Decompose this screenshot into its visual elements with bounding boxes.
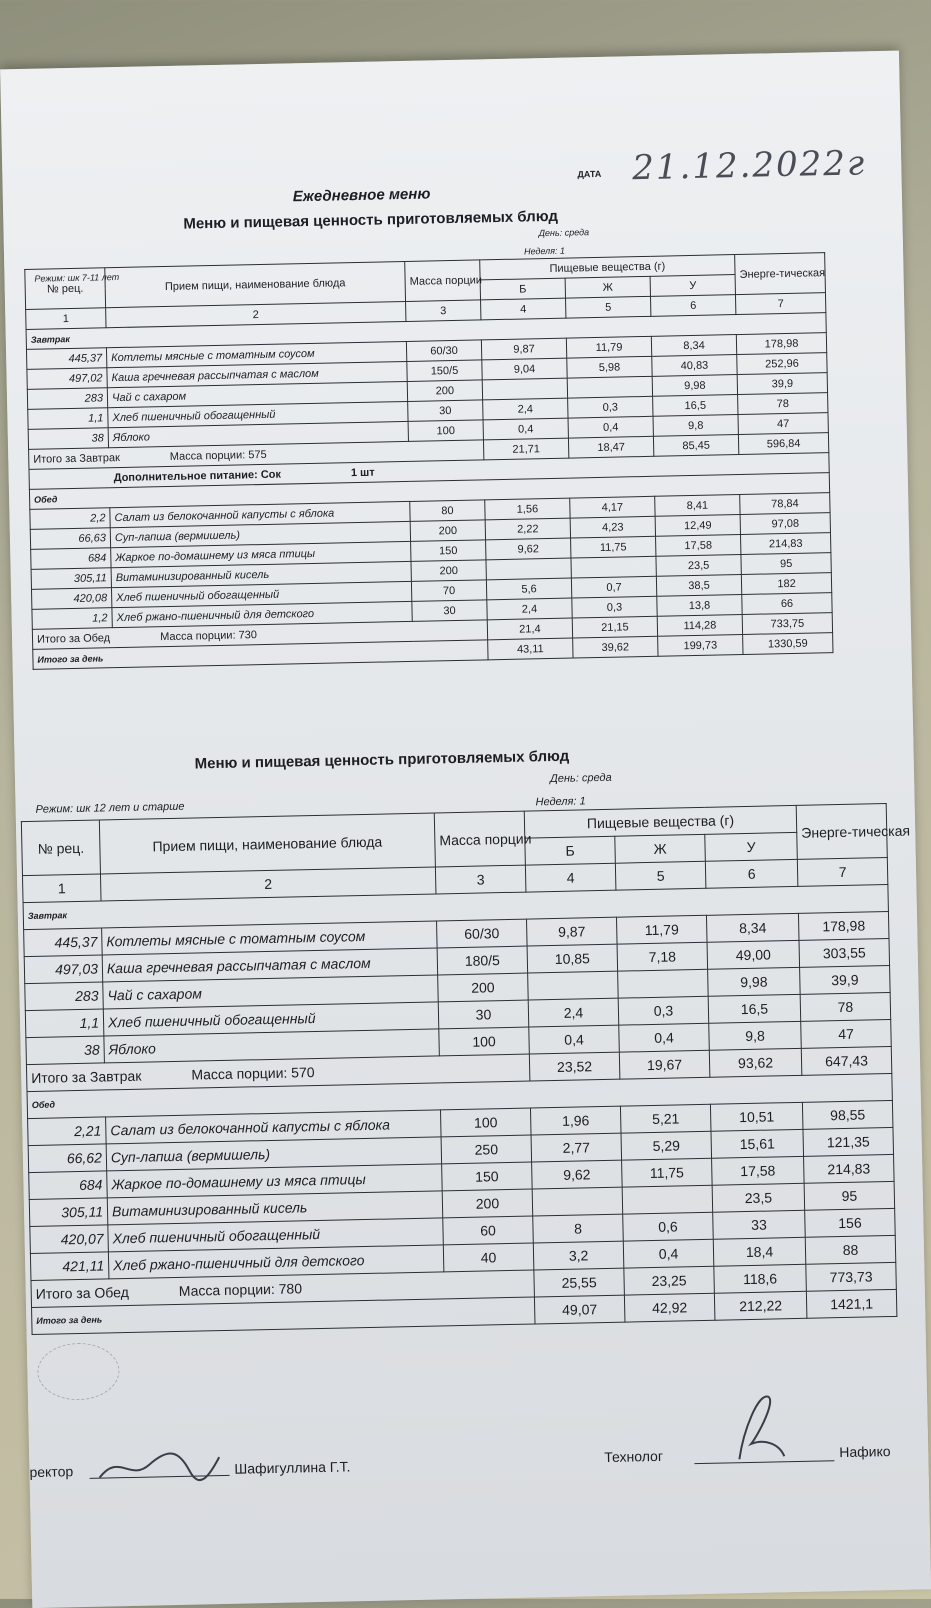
protein-value: 1,96 <box>530 1106 621 1135</box>
column-index: 4 <box>525 863 616 892</box>
section1-title: Меню и пищевая ценность приготовляемых блюд <box>183 207 559 233</box>
energy-value: 214,83 <box>741 533 831 555</box>
day-total-label: Итого за день <box>33 640 488 670</box>
column-index: 2 <box>100 867 435 901</box>
portion-mass: 80 <box>410 500 485 522</box>
fat-value: 0,7 <box>571 576 656 598</box>
dish-name: Каша гречневая рассыпчатая с маслом <box>107 361 407 387</box>
day-total-protein: 43,11 <box>488 638 573 660</box>
director-name: Шафигуллина Г.Т. <box>234 1458 351 1477</box>
total-carbs: 85,45 <box>653 435 738 457</box>
dish-name: Хлеб пшеничный обогащенный <box>111 581 411 607</box>
portion-mass: 100 <box>439 1027 530 1056</box>
fat-value: 4,17 <box>570 496 655 518</box>
dish-name: Суп-лапша (вермишель) <box>106 1137 441 1171</box>
recipe-no: 497,03 <box>24 955 103 984</box>
recipe-no: 66,62 <box>28 1144 107 1173</box>
portion-mass: 60 <box>443 1216 534 1245</box>
energy-value: 303,55 <box>799 938 890 967</box>
energy-value: 39,9 <box>800 965 891 994</box>
carbs-value: 16,5 <box>653 395 738 417</box>
dish-name: Котлеты мясные с томатным соусом <box>106 341 406 367</box>
portion-mass: 30 <box>438 1000 529 1029</box>
column-index: 2 <box>106 301 406 327</box>
header-energy: Энерге-тическая <box>796 804 887 860</box>
recipe-no: 38 <box>28 428 108 450</box>
protein-value: 2,77 <box>531 1133 622 1162</box>
menu-sheet <box>0 51 931 1608</box>
day-total-energy: 1421,1 <box>806 1289 897 1318</box>
fat-value <box>567 376 652 398</box>
total-carbs: 118,6 <box>714 1264 807 1293</box>
energy-value: 121,35 <box>803 1127 894 1156</box>
carbs-value: 38,5 <box>656 575 741 597</box>
recipe-no: 420,08 <box>31 588 111 610</box>
protein-value <box>486 558 571 580</box>
energy-value: 66 <box>742 593 832 615</box>
meal-label: Обед <box>29 473 829 510</box>
protein-value: 3,2 <box>533 1241 624 1270</box>
carbs-value: 49,00 <box>707 940 800 969</box>
protein-value: 5,6 <box>486 578 571 600</box>
total-energy: 733,75 <box>742 613 832 635</box>
total-portion-mass: Масса порции: 780 <box>178 1280 303 1299</box>
total-fat: 23,25 <box>624 1266 715 1295</box>
portion-mass: 40 <box>443 1243 534 1272</box>
fat-value <box>618 969 709 998</box>
dish-name: Салат из белокочанной капусты с яблока <box>110 501 410 527</box>
total-portion-mass: Масса порции: 570 <box>191 1064 315 1083</box>
dish-name: Яблоко <box>104 1029 439 1063</box>
energy-value: 182 <box>741 573 831 595</box>
carbs-value: 8,34 <box>706 913 799 942</box>
dish-name: Чай с сахаром <box>107 381 407 407</box>
portion-mass: 200 <box>411 560 486 582</box>
dish-name: Хлеб пшеничный обогащенный <box>108 1218 443 1252</box>
portion-mass: 60/30 <box>406 340 481 362</box>
energy-value: 47 <box>738 413 828 435</box>
dish-name: Витаминизированный кисель <box>111 561 411 587</box>
carbs-value: 15,61 <box>711 1129 804 1158</box>
director-signature <box>94 1445 225 1488</box>
carbs-value: 16,5 <box>708 994 801 1023</box>
total-fat: 19,67 <box>619 1050 710 1079</box>
total-protein: 23,52 <box>529 1052 620 1081</box>
portion-mass: 100 <box>408 420 483 442</box>
carbs-value: 8,41 <box>655 495 740 517</box>
recipe-no: 2,21 <box>28 1117 107 1146</box>
protein-value <box>532 1187 623 1216</box>
recipe-no: 305,11 <box>29 1198 108 1227</box>
day-total-carbs: 212,22 <box>714 1291 807 1320</box>
recipe-no: 2,2 <box>30 508 110 530</box>
carbs-value: 9,98 <box>652 375 737 397</box>
column-index: 5 <box>566 296 651 318</box>
portion-mass: 200 <box>438 973 529 1002</box>
section1-table <box>24 252 833 670</box>
energy-value: 214,83 <box>804 1154 895 1183</box>
technologist-name: Нафико <box>839 1443 891 1461</box>
carbs-value: 12,49 <box>655 515 740 537</box>
fat-value: 0,3 <box>568 396 653 418</box>
recipe-no: 497,02 <box>27 368 107 390</box>
extra-nutrition-label: Дополнительное питание: Сок <box>113 468 282 484</box>
meal-label: Завтрак <box>23 884 888 929</box>
total-label: Итого за Обед <box>36 631 111 646</box>
column-index: 4 <box>481 298 566 320</box>
carbs-value: 8,34 <box>651 335 736 357</box>
portion-mass: 30 <box>408 400 483 422</box>
column-index: 3 <box>435 865 526 894</box>
energy-value: 95 <box>804 1181 895 1210</box>
fat-value <box>571 556 656 578</box>
day-total-label: Итого за день <box>32 1297 535 1335</box>
dish-name: Витаминизированный кисель <box>107 1191 442 1225</box>
portion-mass: 250 <box>441 1135 532 1164</box>
total-protein: 21,4 <box>487 618 572 640</box>
total-carbs: 93,62 <box>709 1048 802 1077</box>
section2-week: Неделя: 1 <box>535 795 586 809</box>
fat-value: 7,18 <box>617 942 708 971</box>
carbs-value: 40,83 <box>652 355 737 377</box>
total-portion-mass: Масса порции: 575 <box>169 448 267 463</box>
energy-value: 178,98 <box>736 333 826 355</box>
dish-name: Хлеб пшеничный обогащенный <box>108 401 408 427</box>
energy-value: 39,9 <box>737 373 827 395</box>
technologist-label: Технолог <box>604 1447 664 1466</box>
protein-value: 2,22 <box>485 518 570 540</box>
header-protein: Б <box>480 278 565 300</box>
meal-label: Обед <box>27 1073 892 1118</box>
fat-value: 11,75 <box>622 1158 713 1187</box>
recipe-no: 684 <box>29 1171 108 1200</box>
header-fat: Ж <box>565 276 650 298</box>
fat-value: 5,29 <box>621 1131 712 1160</box>
energy-value: 178,98 <box>798 911 889 940</box>
column-index: 5 <box>615 861 706 890</box>
section1-regime: Режим: шк 7-11 лет <box>34 271 120 284</box>
total-label: Итого за Обед <box>35 1283 129 1302</box>
portion-mass: 200 <box>410 520 485 542</box>
portion-mass: 30 <box>412 600 487 622</box>
portion-mass: 150/5 <box>407 360 482 382</box>
portion-mass: 200 <box>442 1189 533 1218</box>
fat-value: 0,4 <box>623 1239 714 1268</box>
column-index: 7 <box>736 293 826 315</box>
carbs-value: 23,5 <box>656 555 741 577</box>
header-carbs: У <box>705 832 798 861</box>
fat-value: 5,21 <box>620 1104 711 1133</box>
recipe-no: 305,11 <box>31 568 111 590</box>
protein-value: 0,4 <box>483 418 568 440</box>
section2-regime: Режим: шк 12 лет и старше <box>35 800 185 816</box>
protein-value: 10,85 <box>527 944 618 973</box>
energy-value: 47 <box>801 1019 892 1048</box>
total-energy: 773,73 <box>806 1262 897 1291</box>
portion-mass: 100 <box>440 1108 531 1137</box>
protein-value: 2,4 <box>483 398 568 420</box>
recipe-no: 684 <box>31 548 111 570</box>
total-carbs: 114,28 <box>657 614 742 636</box>
header-recipe-no: № рец. <box>25 268 106 310</box>
fat-value: 11,79 <box>616 915 707 944</box>
recipe-no: 283 <box>27 388 107 410</box>
column-index: 1 <box>22 874 101 903</box>
fat-value: 0,4 <box>568 416 653 438</box>
protein-value: 9,04 <box>482 358 567 380</box>
fat-value: 0,6 <box>623 1212 714 1241</box>
total-label: Итого за Завтрак <box>31 1067 142 1086</box>
handwritten-date: 21.12.2022г <box>631 143 867 189</box>
fat-value <box>622 1185 713 1214</box>
recipe-no: 445,37 <box>24 928 103 957</box>
protein-value: 8 <box>533 1214 624 1243</box>
protein-value: 2,4 <box>528 998 619 1027</box>
carbs-value: 9,98 <box>708 967 801 996</box>
header-energy: Энерге-тическая <box>735 253 826 295</box>
header-dish-name: Прием пищи, наименование блюда <box>99 813 435 874</box>
day-total-fat: 42,92 <box>624 1293 715 1322</box>
column-index: 3 <box>406 300 481 322</box>
fat-value: 5,98 <box>567 356 652 378</box>
protein-value: 9,62 <box>486 538 571 560</box>
day-total-energy: 1330,59 <box>743 633 833 655</box>
day-total-carbs: 199,73 <box>658 634 743 656</box>
dish-name: Жаркое по-домашнему из мяса птицы <box>111 541 411 567</box>
column-index: 7 <box>797 858 888 887</box>
energy-value: 156 <box>805 1208 896 1237</box>
header-fat: Ж <box>615 834 706 863</box>
header-carbs: У <box>650 275 735 297</box>
protein-value: 9,87 <box>481 338 566 360</box>
fat-value: 0,4 <box>619 1023 710 1052</box>
carbs-value: 23,5 <box>712 1183 805 1212</box>
total-fat: 18,47 <box>568 436 653 458</box>
carbs-value: 33 <box>713 1210 806 1239</box>
carbs-value: 17,58 <box>656 535 741 557</box>
energy-value: 98,55 <box>802 1100 893 1129</box>
energy-value: 78,84 <box>740 493 830 515</box>
dish-name: Яблоко <box>108 421 408 447</box>
date-label: ДАТА <box>577 168 602 180</box>
section1-day: День: среда <box>538 227 590 239</box>
total-energy: 596,84 <box>738 433 828 455</box>
portion-mass: 150 <box>442 1162 533 1191</box>
stamp-mark <box>37 1342 120 1401</box>
dish-name: Хлеб ржано-пшеничный для детского <box>112 601 412 627</box>
portion-mass: 60/30 <box>437 919 528 948</box>
extra-nutrition-qty: 1 шт <box>350 466 375 479</box>
energy-value: 95 <box>741 553 831 575</box>
protein-value: 2,4 <box>487 598 572 620</box>
recipe-no: 420,07 <box>30 1225 109 1254</box>
dish-name: Хлеб пшеничный обогащенный <box>103 1002 438 1036</box>
document-title: Ежедневное меню <box>292 185 431 206</box>
energy-value: 78 <box>800 992 891 1021</box>
energy-value: 97,08 <box>740 513 830 535</box>
recipe-no: 38 <box>26 1036 105 1065</box>
recipe-no: 1,1 <box>28 408 108 430</box>
portion-mass: 150 <box>411 540 486 562</box>
protein-value: 9,62 <box>532 1160 623 1189</box>
dish-name: Котлеты мясные с томатным соусом <box>102 921 437 955</box>
technologist-signature <box>728 1388 790 1464</box>
total-label: Итого за Завтрак <box>33 451 120 466</box>
portion-mass: 200 <box>407 380 482 402</box>
protein-value: 9,87 <box>527 917 618 946</box>
column-index: 1 <box>26 308 106 330</box>
header-nutrients: Пищевые вещества (г) <box>480 255 735 280</box>
column-index: 6 <box>705 859 798 888</box>
total-protein: 25,55 <box>534 1268 625 1297</box>
carbs-value: 17,58 <box>712 1156 805 1185</box>
protein-value <box>482 378 567 400</box>
protein-value: 1,56 <box>485 498 570 520</box>
dish-name: Суп-лапша (вермишель) <box>110 521 410 547</box>
recipe-no: 1,1 <box>25 1009 104 1038</box>
fat-value: 4,23 <box>570 516 655 538</box>
section2-day: День: среда <box>549 771 612 786</box>
carbs-value: 13,8 <box>657 594 742 616</box>
column-index: 6 <box>650 295 735 317</box>
dish-name: Хлеб ржано-пшеничный для детского <box>108 1245 443 1279</box>
fat-value: 0,3 <box>618 996 709 1025</box>
section2-title: Меню и пищевая ценность приготовляемых блюд <box>194 747 570 773</box>
total-portion-mass: Масса порции: 730 <box>160 628 258 643</box>
dish-name: Жаркое по-домашнему из мяса птицы <box>107 1164 442 1198</box>
total-energy: 647,43 <box>801 1046 892 1075</box>
carbs-value: 18,4 <box>713 1237 806 1266</box>
total-fat: 21,15 <box>572 616 657 638</box>
fat-value: 11,75 <box>571 536 656 558</box>
energy-value: 252,96 <box>737 353 827 375</box>
meal-label: Завтрак <box>26 313 826 350</box>
carbs-value: 9,8 <box>709 1021 802 1050</box>
director-label: ректор <box>29 1463 74 1481</box>
section1-week: Неделя: 1 <box>523 245 566 257</box>
fat-value: 11,79 <box>566 336 651 358</box>
day-total-fat: 39,62 <box>573 636 658 658</box>
header-protein: Б <box>525 836 616 865</box>
carbs-value: 9,8 <box>653 415 738 437</box>
portion-mass: 70 <box>411 580 486 602</box>
protein-value <box>528 971 619 1000</box>
fat-value: 0,3 <box>572 596 657 618</box>
recipe-no: 66,63 <box>30 528 110 550</box>
protein-value: 0,4 <box>529 1025 620 1054</box>
header-dish-name: Прием пищи, наименование блюда <box>105 261 406 307</box>
total-protein: 21,71 <box>483 438 568 460</box>
header-mass: Масса порции <box>405 260 481 302</box>
recipe-no: 445,37 <box>26 348 106 370</box>
carbs-value: 10,51 <box>710 1102 803 1131</box>
recipe-no: 283 <box>25 982 104 1011</box>
recipe-no: 1,2 <box>32 608 112 630</box>
header-mass: Масса порции <box>434 811 525 867</box>
recipe-no: 421,11 <box>30 1252 109 1281</box>
energy-value: 78 <box>738 393 828 415</box>
dish-name: Салат из белокочанной капусты с яблока <box>106 1110 441 1144</box>
header-recipe-no: № рец. <box>21 820 100 876</box>
energy-value: 88 <box>805 1235 896 1264</box>
portion-mass: 180/5 <box>437 946 528 975</box>
header-nutrients: Пищевые вещества (г) <box>524 805 797 838</box>
dish-name: Чай с сахаром <box>103 975 438 1009</box>
day-total-protein: 49,07 <box>534 1295 625 1324</box>
dish-name: Каша гречневая рассыпчатая с маслом <box>102 948 437 982</box>
